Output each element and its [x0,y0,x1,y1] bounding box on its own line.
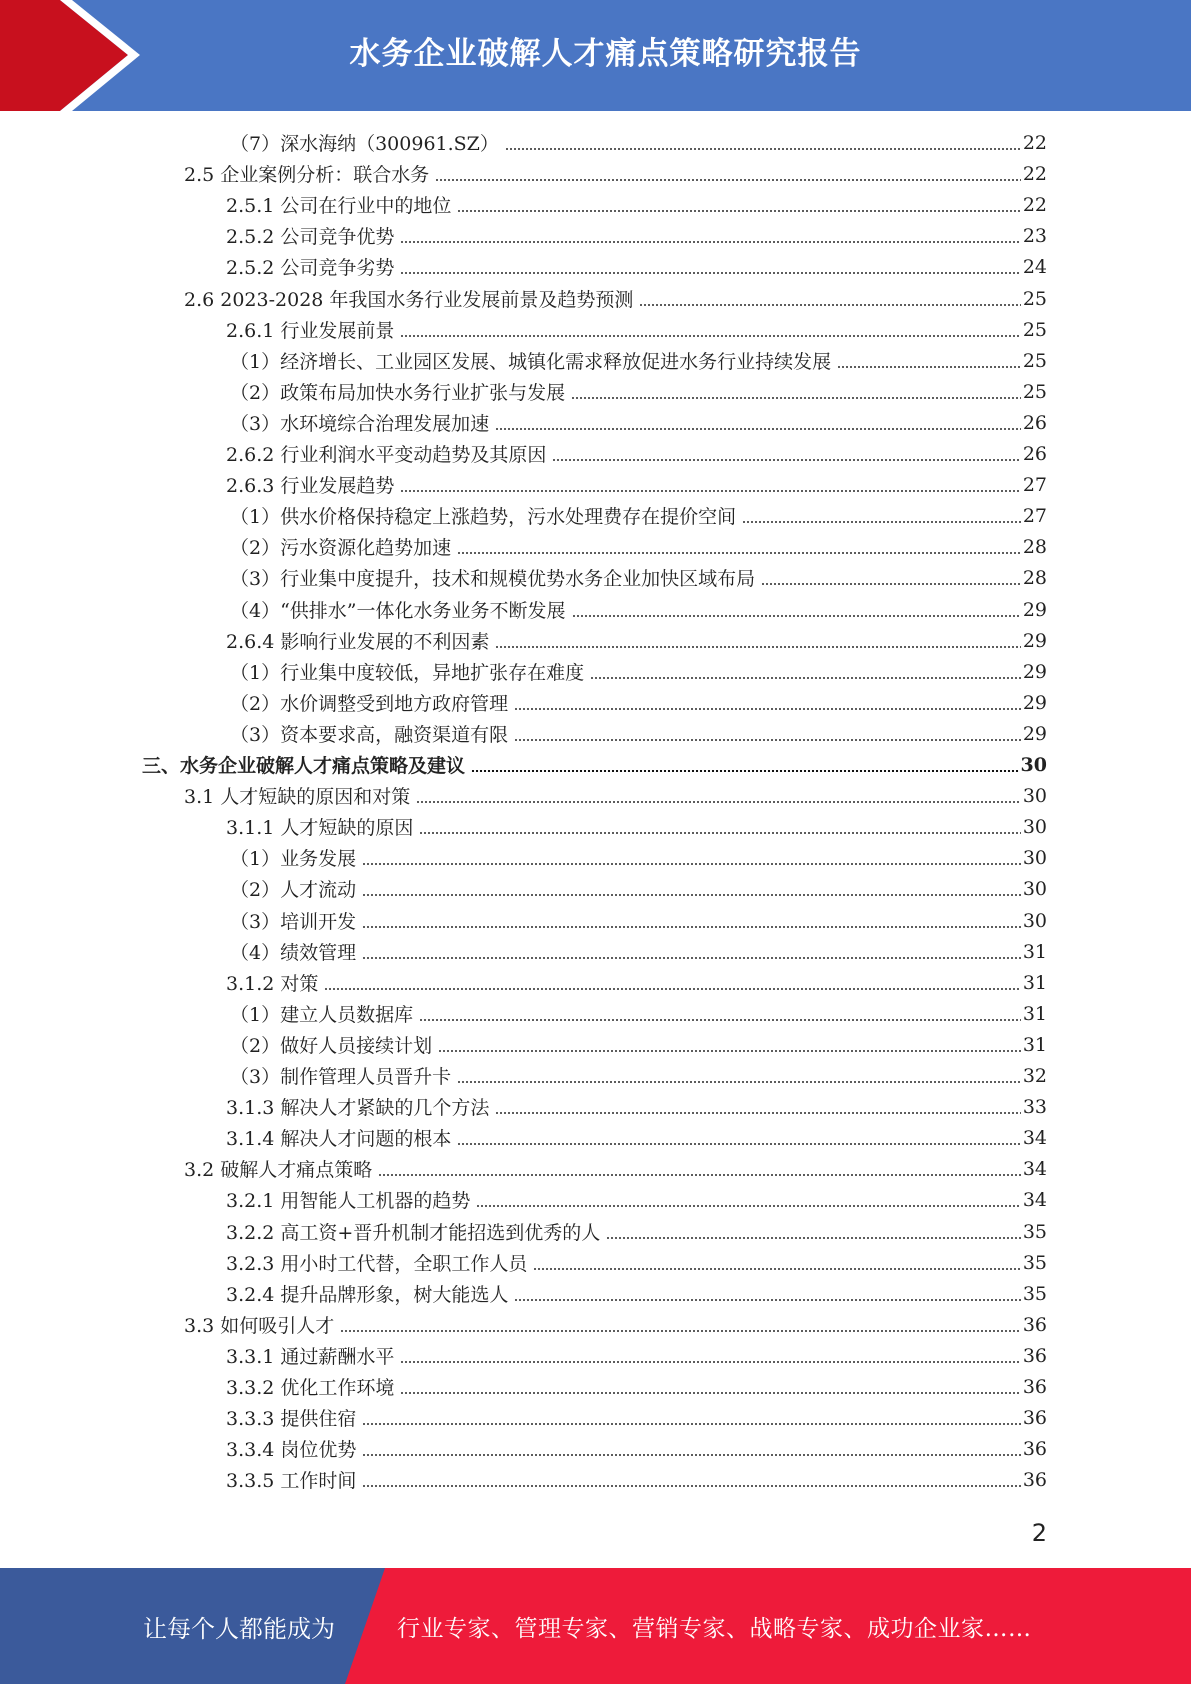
toc-entry[interactable] [226,1184,1047,1215]
toc-dot-leader [495,1112,1020,1114]
toc-entry-page: 34 [1022,1157,1047,1180]
toc-entry[interactable] [226,314,1047,345]
toc-dot-leader [552,459,1020,461]
toc-entry[interactable] [230,345,1047,376]
toc-entry-title: 2.6.3 行业发展趋势 [226,475,395,497]
toc-entry-title: 3.3.3 提供住宿 [226,1408,357,1430]
toc-entry-title: （2）政策布局加快水务行业扩张与发展 [230,382,566,404]
toc-dot-leader [571,397,1021,399]
toc-entry-title: 3.3.2 优化工作环境 [226,1377,395,1399]
toc-dot-leader [400,1361,1020,1363]
toc-entry-page: 29 [1022,660,1047,683]
toc-entry-page: 36 [1022,1406,1047,1429]
toc-entry[interactable] [184,780,1047,811]
toc-entry-page: 34 [1022,1188,1047,1211]
toc-dot-leader [533,1268,1020,1270]
document-title: 水务企业破解人才痛点策略研究报告 [349,36,862,72]
toc-dot-leader [438,1050,1021,1052]
toc-entry-page: 26 [1022,411,1047,434]
toc-entry[interactable] [226,1122,1047,1153]
toc-entry-title: 2.5.1 公司在行业中的地位 [226,195,452,217]
toc-dot-leader [400,490,1020,492]
toc-dot-leader [435,179,1021,181]
toc-entry-title: 2.5 企业案例分析：联合水务 [184,164,430,186]
toc-entry-page: 27 [1022,504,1047,527]
toc-entry-title: 3.3 如何吸引人才 [184,1315,335,1337]
toc-entry-page: 25 [1022,318,1047,341]
toc-entry[interactable] [230,562,1047,593]
toc-entry-page: 31 [1022,1033,1047,1056]
toc-entry-page: 29 [1022,629,1047,652]
toc-entry[interactable] [230,687,1047,718]
toc-entry-title: 3.1.4 解决人才问题的根本 [226,1128,452,1150]
toc-entry[interactable] [226,251,1047,282]
toc-entry-title: （3）资本要求高，融资渠道有限 [230,724,509,746]
toc-entry[interactable] [230,407,1047,438]
toc-dot-leader [400,1392,1020,1394]
toc-dot-leader [419,832,1020,834]
toc-entry-title: （1）建立人员数据库 [230,1004,414,1026]
toc-entry[interactable] [226,1247,1047,1278]
toc-dot-leader [457,1143,1020,1145]
toc-entry-page: 23 [1022,224,1047,247]
toc-entry-page: 27 [1022,473,1047,496]
toc-dot-leader [837,366,1021,368]
toc-entry-title: 2.5.2 公司竞争优势 [226,226,395,248]
toc-dot-leader [572,615,1021,617]
toc-dot-leader [639,304,1020,306]
toc-entry[interactable] [230,594,1047,625]
toc-entry-title: 3.1 人才短缺的原因和对策 [184,786,411,808]
toc-entry[interactable] [230,656,1047,687]
toc-entry-page: 29 [1022,722,1047,745]
toc-dot-leader [476,1205,1020,1207]
toc-entry[interactable] [184,1153,1047,1184]
toc-entry[interactable] [230,936,1047,967]
toc-entry[interactable] [226,1371,1047,1402]
toc-entry-page: 30 [1022,784,1047,807]
toc-entry-page: 30 [1022,877,1047,900]
toc-entry[interactable] [226,1091,1047,1122]
toc-entry[interactable] [142,749,1047,780]
toc-entry-title: 3.1.3 解决人才紧缺的几个方法 [226,1097,490,1119]
toc-dot-leader [400,272,1020,274]
toc-dot-leader [362,1485,1020,1487]
toc-entry[interactable] [226,811,1047,842]
toc-entry[interactable] [226,625,1047,656]
toc-dot-leader [340,1330,1021,1332]
page-footer [0,1568,1191,1684]
toc-entry-page: 30 [1020,753,1047,776]
toc-entry-page: 26 [1022,442,1047,465]
toc-entry-page: 31 [1022,971,1047,994]
toc-entry-page: 28 [1022,566,1047,589]
toc-dot-leader [761,583,1021,585]
toc-dot-leader [324,988,1020,990]
toc-entry-title: 三、水务企业破解人才痛点策略及建议 [142,755,466,777]
toc-dot-leader [400,241,1020,243]
toc-entry-title: 3.3.1 通过薪酬水平 [226,1346,395,1368]
toc-entry-page: 30 [1022,909,1047,932]
toc-dot-leader [362,894,1021,896]
toc-entry-title: （3）制作管理人员晋升卡 [230,1066,452,1088]
toc-dot-leader [606,1237,1021,1239]
toc-entry-title: （1）行业集中度较低，异地扩张存在难度 [230,662,585,684]
toc-dot-leader [362,1454,1020,1456]
toc-entry[interactable] [226,220,1047,251]
toc-dot-leader [495,428,1021,430]
toc-entry-title: 3.3.5 工作时间 [226,1470,357,1492]
toc-entry[interactable] [226,1433,1047,1464]
toc-dot-leader [362,957,1021,959]
toc-entry-page: 22 [1022,131,1047,154]
toc-entry-page: 22 [1022,193,1047,216]
toc-entry-page: 24 [1022,255,1047,278]
toc-entry-title: （4）“供排水”一体化水务业务不断发展 [230,600,566,622]
toc-entry[interactable] [230,905,1047,936]
toc-entry-page: 35 [1022,1251,1047,1274]
toc-entry-title: 3.2.1 用智能人工机器的趋势 [226,1190,471,1212]
toc-entry-title: 3.1.2 对策 [226,973,319,995]
toc-entry-title: 2.5.2 公司竞争劣势 [226,257,395,279]
toc-entry-page: 36 [1022,1437,1047,1460]
toc-entry[interactable] [226,967,1047,998]
toc-entry[interactable] [230,1060,1047,1091]
toc-dot-leader [362,926,1021,928]
toc-entry-page: 36 [1022,1375,1047,1398]
toc-dot-leader [590,677,1021,679]
toc-entry-page: 29 [1022,691,1047,714]
toc-entry-page: 32 [1022,1064,1047,1087]
toc-dot-leader [514,708,1021,710]
toc-entry-title: 2.6.2 行业利润水平变动趋势及其原因 [226,444,547,466]
page-number: 2 [1031,1519,1047,1547]
toc-entry[interactable] [226,189,1047,220]
toc-dot-leader [495,646,1020,648]
toc-entry-title: （1）供水价格保持稳定上涨趋势，污水处理费存在提价空间 [230,506,737,528]
toc-entry-page: 33 [1022,1095,1047,1118]
toc-entry-title: （1）经济增长、工业园区发展、城镇化需求释放促进水务行业持续发展 [230,351,832,373]
toc-entry-title: （2）做好人员接续计划 [230,1035,433,1057]
toc-dot-leader [419,1019,1021,1021]
toc-entry-page: 36 [1022,1344,1047,1367]
toc-entry[interactable] [230,127,1047,158]
toc-dot-leader [400,335,1020,337]
toc-entry-title: 3.2.3 用小时工代替，全职工作人员 [226,1253,528,1275]
toc-dot-leader [514,1299,1020,1301]
toc-entry-page: 30 [1022,815,1047,838]
toc-entry-title: 2.6.1 行业发展前景 [226,320,395,342]
toc-entry-title: （7）深水海纳（300961.SZ） [230,133,499,155]
toc-entry-page: 35 [1022,1282,1047,1305]
toc-entry[interactable] [226,469,1047,500]
toc-entry[interactable] [226,1216,1047,1247]
toc-entry-page: 28 [1022,535,1047,558]
toc-entry-page: 22 [1022,162,1047,185]
toc-entry-title: （2）污水资源化趋势加速 [230,537,452,559]
toc-entry-title: （3）水环境综合治理发展加速 [230,413,490,435]
toc-dot-leader [362,1423,1020,1425]
toc-entry[interactable] [184,283,1047,314]
toc-entry-title: （3）行业集中度提升，技术和规模优势水务企业加快区域布局 [230,568,756,590]
toc-entry[interactable] [184,158,1047,189]
toc-entry-title: （3）培训开发 [230,911,357,933]
toc-entry-page: 35 [1022,1220,1047,1243]
toc-entry[interactable] [230,998,1047,1029]
toc-entry[interactable] [226,438,1047,469]
toc-dot-leader [742,521,1021,523]
toc-entry-title: （4）绩效管理 [230,942,357,964]
toc-entry-title: （2）水价调整受到地方政府管理 [230,693,509,715]
toc-dot-leader [457,552,1021,554]
toc-entry-page: 25 [1022,380,1047,403]
toc-entry-page: 25 [1022,287,1047,310]
toc-entry-page: 36 [1022,1468,1047,1491]
toc-entry-page: 31 [1022,940,1047,963]
toc-entry-page: 36 [1022,1313,1047,1336]
toc-entry-title: 3.2.4 提升品牌形象，树大能选人 [226,1284,509,1306]
toc-entry-title: 3.2 破解人才痛点策略 [184,1159,373,1181]
toc-entry[interactable] [230,500,1047,531]
toc-entry-title: 2.6 2023-2028 年我国水务行业发展前景及趋势预测 [184,289,634,311]
toc-dot-leader [416,801,1021,803]
footer-slogan-right: 行业专家、管理专家、营销专家、战略专家、成功企业家…… [397,1616,1032,1642]
toc-entry-title: （2）人才流动 [230,879,357,901]
toc-entry-title: （1）业务发展 [230,848,357,870]
toc-entry-page: 34 [1022,1126,1047,1149]
toc-entry-page: 31 [1022,1002,1047,1025]
toc-entry-page: 30 [1022,846,1047,869]
toc-entry-title: 3.3.4 岗位优势 [226,1439,357,1461]
toc-dot-leader [514,739,1021,741]
toc-entry-title: 3.1.1 人才短缺的原因 [226,817,414,839]
toc-entry[interactable] [226,1464,1047,1495]
toc-entry[interactable] [230,842,1047,873]
toc-entry[interactable] [226,1278,1047,1309]
toc-dot-leader [378,1174,1021,1176]
footer-slogan-left: 让每个人都能成为 [143,1615,335,1643]
toc-entry[interactable] [230,376,1047,407]
toc-entry-page: 29 [1022,598,1047,621]
toc-entry[interactable] [230,531,1047,562]
toc-entry-title: 3.2.2 高工资+晋升机制才能招选到优秀的人 [226,1222,601,1244]
toc-entry-title: 2.6.4 影响行业发展的不利因素 [226,631,490,653]
toc-dot-leader [471,770,1019,772]
page-header [0,0,1191,111]
toc-entry[interactable] [230,718,1047,749]
toc-dot-leader [457,210,1020,212]
toc-entry-page: 25 [1022,349,1047,372]
toc-dot-leader [362,863,1021,865]
toc-dot-leader [505,148,1021,150]
toc-entry[interactable] [230,1029,1047,1060]
toc-entry[interactable] [230,873,1047,904]
toc-entry[interactable] [226,1402,1047,1433]
toc-dot-leader [457,1081,1021,1083]
toc-entry[interactable] [184,1309,1047,1340]
toc-entry[interactable] [226,1340,1047,1371]
